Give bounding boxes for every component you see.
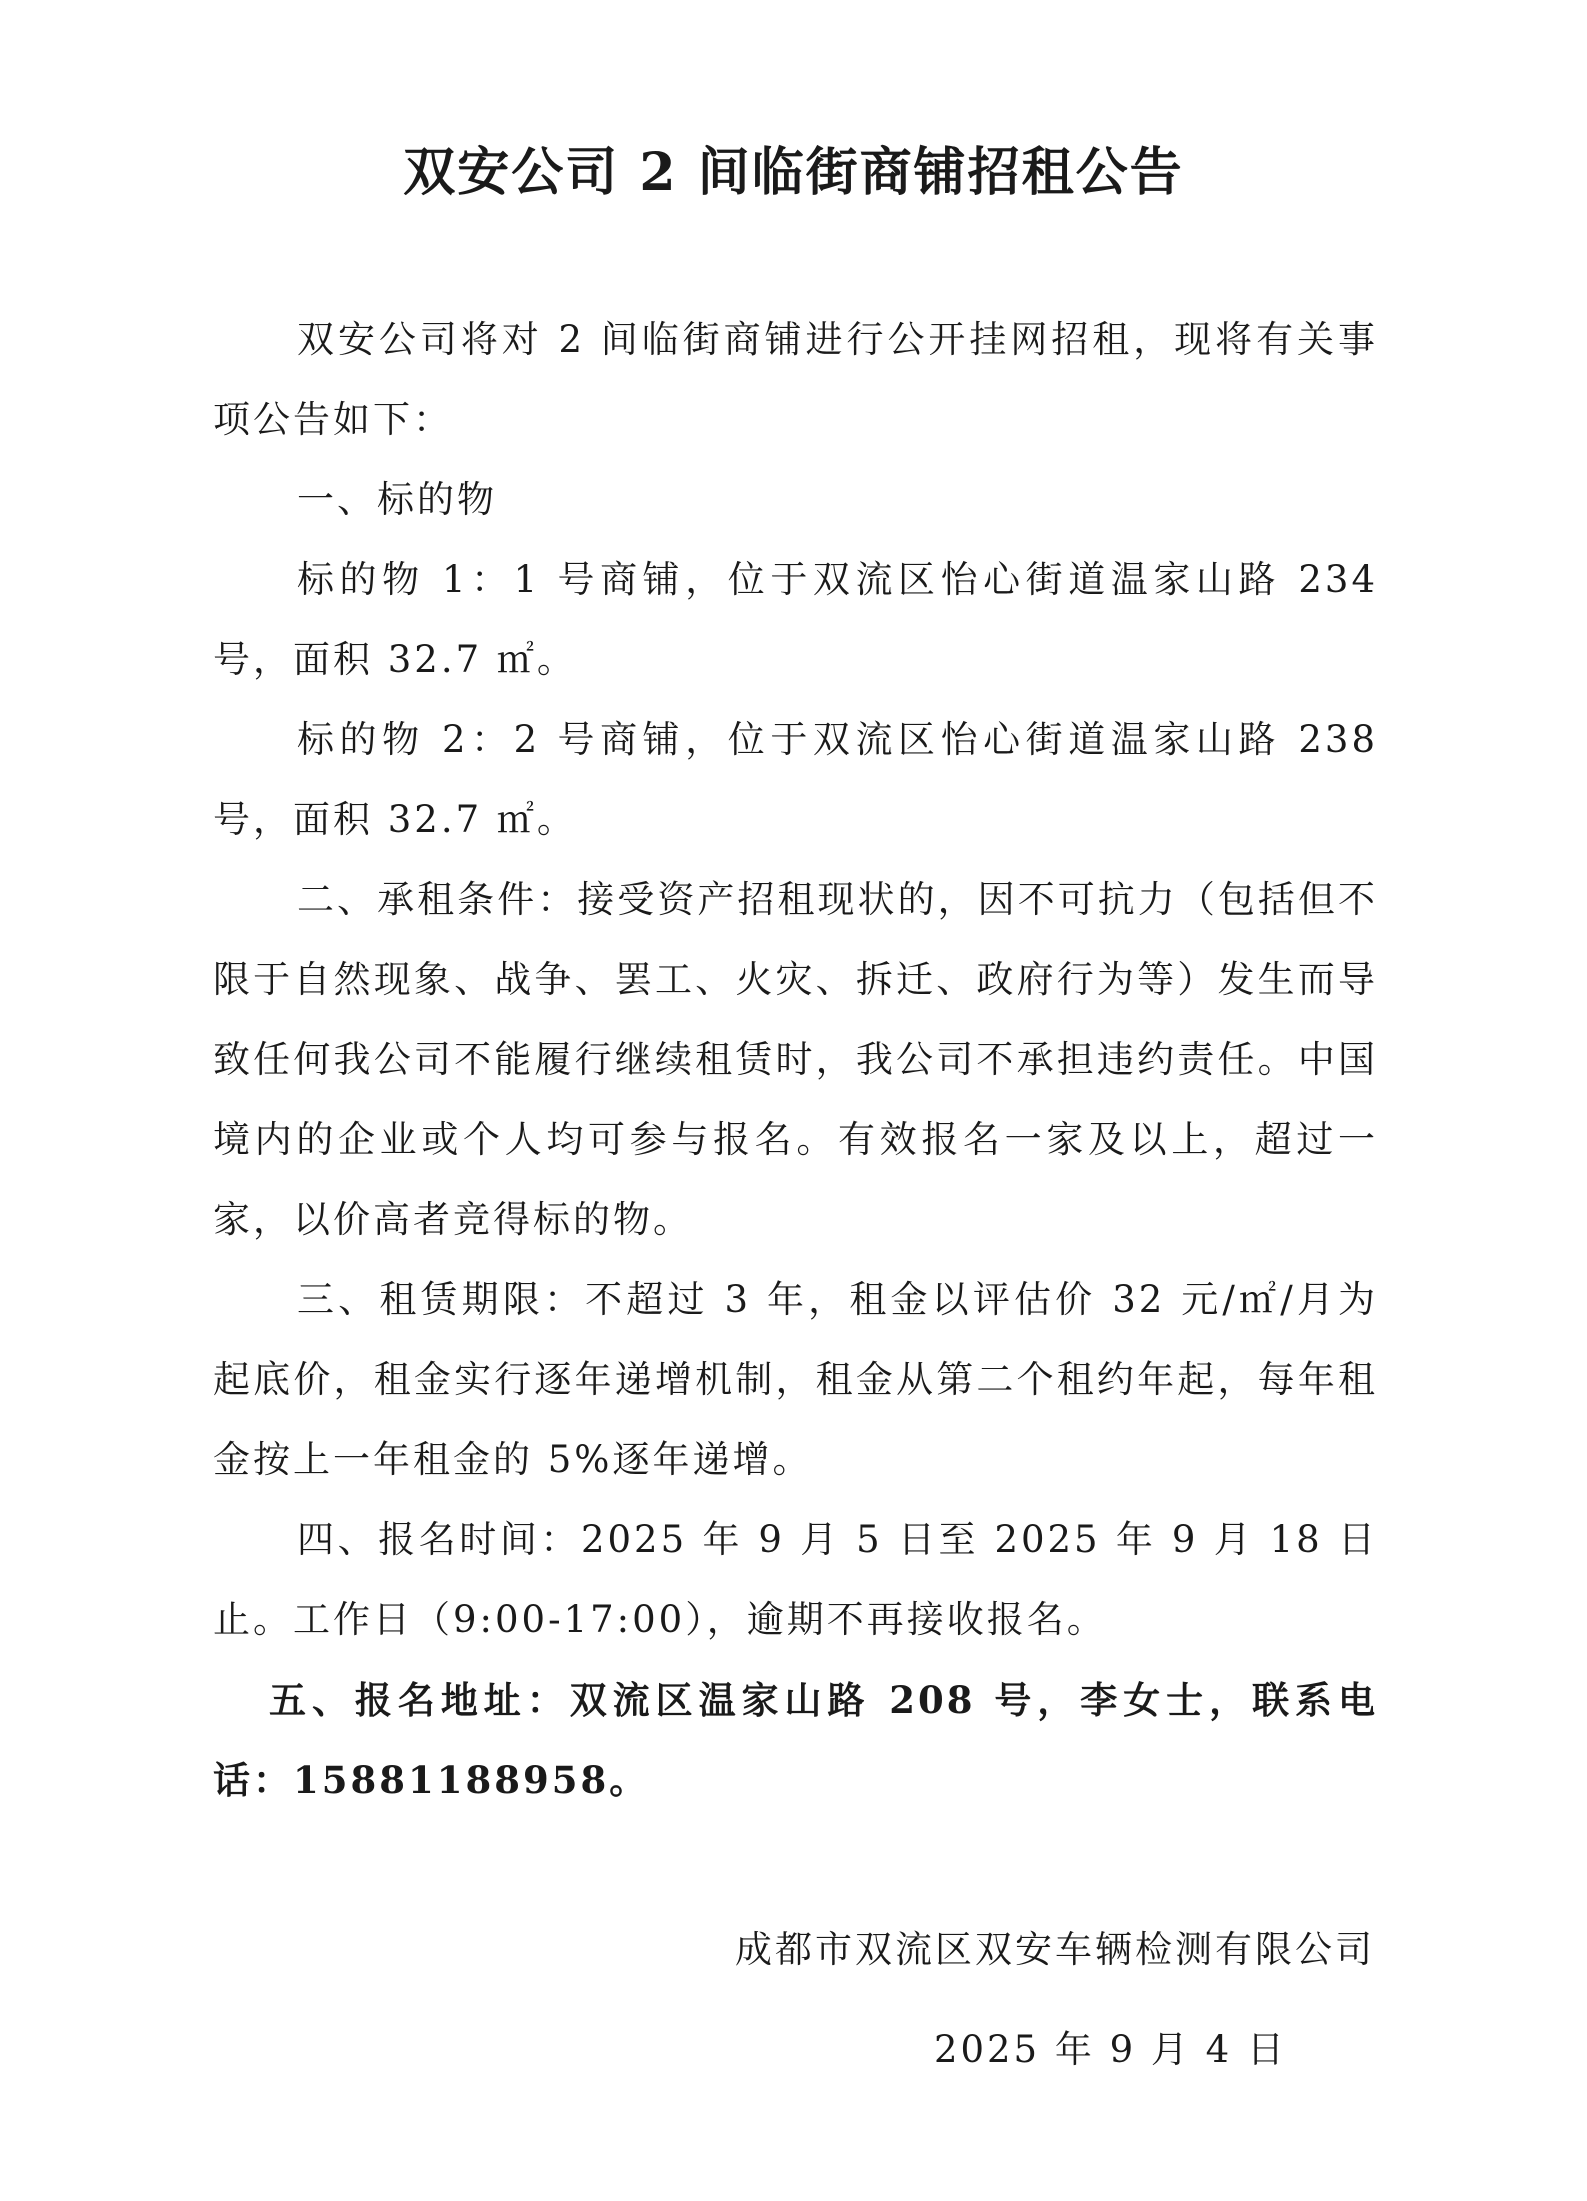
- item-1-paragraph: 标的物 1：1 号商铺，位于双流区怡心街道温家山路 234 号，面积 32.7 ㎡。: [213, 558, 1378, 681]
- document-body: [213, 300, 1378, 1820]
- section-4-paragraph: 四、报名时间：2025 年 9 月 5 日至 2025 年 9 月 18 日止。工作日（9:00-17:00），逾期不再接收报名。: [213, 1518, 1378, 1641]
- section-3-paragraph: 三、租赁期限：不超过 3 年，租金以评估价 32 元/㎡/月为起底价，租金实行逐年递增机制，租金从第二个租约年起，每年租金按上一年租金的 5%逐年递增。: [213, 1278, 1378, 1481]
- intro-paragraph: 双安公司将对 2 间临街商铺进行公开挂网招租，现将有关事项公告如下：: [213, 318, 1378, 441]
- document-title: 双安公司 2 间临街商铺招租公告: [403, 142, 1184, 203]
- section-2-paragraph: 二、承租条件：接受资产招租现状的，因不可抗力（包括但不限于自然现象、战争、罢工、火灾、拆迁、政府行为等）发生而导致任何我公司不能履行继续租赁时，我公司不承担违约责任。中国境内的企业或个人均可参与报名。有效报名一家及以上，超过一家，以价高者竞得标的物。: [213, 878, 1378, 1241]
- issue-date: 2025 年 9 月 4 日: [933, 2028, 1287, 2071]
- section-5-paragraph: 五、报名地址：双流区温家山路 208 号，李女士，联系电话：15881188958。: [213, 1678, 1378, 1802]
- section-1-heading: 一、标的物: [297, 478, 497, 521]
- issuer-signature: 成都市双流区双安车辆检测有限公司: [735, 1928, 1375, 1971]
- item-2-paragraph: 标的物 2：2 号商铺，位于双流区怡心街道温家山路 238 号，面积 32.7 ㎡。: [213, 718, 1378, 841]
